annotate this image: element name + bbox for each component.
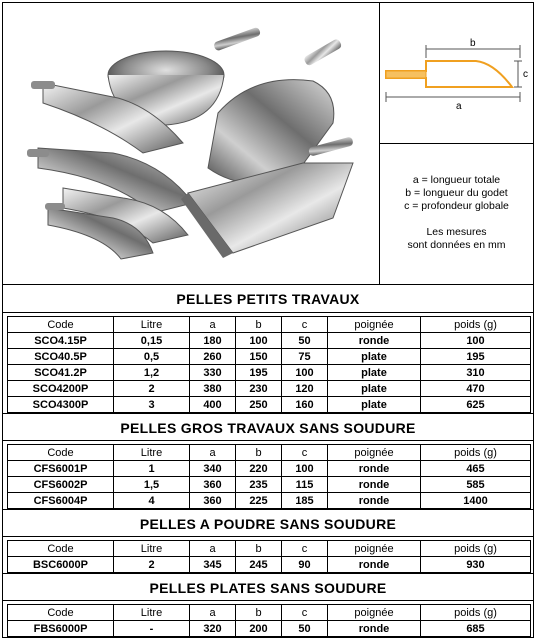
- column-header-poids: poids (g): [421, 605, 531, 621]
- column-header-litre: Litre: [114, 445, 190, 461]
- cell-poids: 585: [421, 477, 531, 493]
- section-petits-travaux: [3, 285, 533, 413]
- spec-table: [7, 540, 531, 573]
- cell-c: 50: [282, 621, 328, 637]
- cell-c: 115: [282, 477, 328, 493]
- cell-a: 400: [190, 397, 236, 413]
- cell-b: 225: [236, 493, 282, 509]
- legend-note-2: sont données en mm: [407, 239, 506, 251]
- cell-litre: 3: [114, 397, 190, 413]
- cell-code: BSC6000P: [8, 557, 114, 573]
- column-header-poids: poids (g): [421, 445, 531, 461]
- column-header-litre: Litre: [114, 541, 190, 557]
- section-gros-travaux: [3, 413, 533, 509]
- table-header-row: [8, 541, 531, 557]
- table-header-row: [8, 445, 531, 461]
- section-title: PELLES GROS TRAVAUX SANS SOUDURE: [3, 413, 533, 441]
- table-header-row: [8, 605, 531, 621]
- section-title: PELLES PLATES SANS SOUDURE: [3, 573, 533, 601]
- column-header-a: a: [190, 317, 236, 333]
- cell-b: 195: [236, 365, 282, 381]
- legend-note-1: Les mesures: [426, 226, 487, 238]
- table-row: [8, 381, 531, 397]
- column-header-a: a: [190, 605, 236, 621]
- column-header-code: Code: [8, 605, 114, 621]
- cell-a: 360: [190, 477, 236, 493]
- cell-litre: 1,2: [114, 365, 190, 381]
- cell-code: FBS6000P: [8, 621, 114, 637]
- column-header-poids: poids (g): [421, 541, 531, 557]
- cell-poids: 930: [421, 557, 531, 573]
- cell-poignee: plate: [328, 365, 421, 381]
- section-poudre: [3, 509, 533, 573]
- cell-poids: 100: [421, 333, 531, 349]
- column-header-c: c: [282, 317, 328, 333]
- table-row: [8, 349, 531, 365]
- column-header-poignee: poignée: [328, 541, 421, 557]
- column-header-poignee: poignée: [328, 445, 421, 461]
- cell-b: 245: [236, 557, 282, 573]
- table-row: [8, 461, 531, 477]
- scoop-dimension-drawing: [380, 3, 533, 144]
- cell-c: 100: [282, 365, 328, 381]
- scoops-image: [3, 3, 380, 285]
- cell-poids: 625: [421, 397, 531, 413]
- cell-c: 90: [282, 557, 328, 573]
- column-header-litre: Litre: [114, 605, 190, 621]
- cell-code: SCO4.15P: [8, 333, 114, 349]
- cell-a: 380: [190, 381, 236, 397]
- column-header-b: b: [236, 445, 282, 461]
- table-row: [8, 477, 531, 493]
- column-header-poignee: poignée: [328, 605, 421, 621]
- cell-litre: 1: [114, 461, 190, 477]
- cell-poignee: plate: [328, 397, 421, 413]
- cell-poignee: ronde: [328, 557, 421, 573]
- cell-poignee: ronde: [328, 493, 421, 509]
- cell-code: CFS6001P: [8, 461, 114, 477]
- column-header-a: a: [190, 541, 236, 557]
- cell-c: 120: [282, 381, 328, 397]
- cell-a: 320: [190, 621, 236, 637]
- cell-c: 75: [282, 349, 328, 365]
- cell-poids: 685: [421, 621, 531, 637]
- cell-poignee: ronde: [328, 621, 421, 637]
- legend-a: a = longueur totale: [412, 174, 501, 186]
- dim-label-c: c: [523, 69, 528, 80]
- column-header-code: Code: [8, 541, 114, 557]
- cell-code: SCO4200P: [8, 381, 114, 397]
- legend-c: c = profondeur globale: [404, 200, 509, 212]
- cell-code: CFS6004P: [8, 493, 114, 509]
- cell-b: 230: [236, 381, 282, 397]
- cell-litre: 0,15: [114, 333, 190, 349]
- dimension-diagram: [380, 3, 533, 144]
- cell-a: 345: [190, 557, 236, 573]
- cell-a: 180: [190, 333, 236, 349]
- cell-code: SCO4300P: [8, 397, 114, 413]
- cell-poids: 470: [421, 381, 531, 397]
- column-header-b: b: [236, 605, 282, 621]
- column-header-a: a: [190, 445, 236, 461]
- cell-b: 150: [236, 349, 282, 365]
- cell-litre: 1,5: [114, 477, 190, 493]
- column-header-c: c: [282, 445, 328, 461]
- cell-a: 360: [190, 493, 236, 509]
- column-header-c: c: [282, 605, 328, 621]
- product-sheet: [2, 2, 534, 638]
- dim-label-b: b: [470, 38, 476, 49]
- cell-a: 330: [190, 365, 236, 381]
- cell-litre: 2: [114, 557, 190, 573]
- cell-poignee: ronde: [328, 477, 421, 493]
- spec-table: [7, 316, 531, 413]
- column-header-code: Code: [8, 445, 114, 461]
- cell-litre: 2: [114, 381, 190, 397]
- table-row: [8, 333, 531, 349]
- column-header-c: c: [282, 541, 328, 557]
- cell-poignee: plate: [328, 349, 421, 365]
- section-title: PELLES A POUDRE SANS SOUDURE: [3, 509, 533, 537]
- table-header-row: [8, 317, 531, 333]
- table-row: [8, 397, 531, 413]
- column-header-litre: Litre: [114, 317, 190, 333]
- cell-code: SCO40.5P: [8, 349, 114, 365]
- cell-code: SCO41.2P: [8, 365, 114, 381]
- column-header-poids: poids (g): [421, 317, 531, 333]
- cell-litre: 0,5: [114, 349, 190, 365]
- column-header-b: b: [236, 541, 282, 557]
- table-row: [8, 621, 531, 637]
- dimension-legend: [380, 144, 533, 285]
- cell-poids: 195: [421, 349, 531, 365]
- cell-litre: 4: [114, 493, 190, 509]
- cell-code: CFS6002P: [8, 477, 114, 493]
- cell-b: 100: [236, 333, 282, 349]
- product-photo: [3, 3, 380, 285]
- column-header-b: b: [236, 317, 282, 333]
- table-row: [8, 557, 531, 573]
- cell-poids: 465: [421, 461, 531, 477]
- cell-c: 185: [282, 493, 328, 509]
- table-row: [8, 493, 531, 509]
- cell-c: 160: [282, 397, 328, 413]
- section-plates: [3, 573, 533, 637]
- cell-a: 340: [190, 461, 236, 477]
- cell-a: 260: [190, 349, 236, 365]
- cell-poids: 310: [421, 365, 531, 381]
- legend-b: b = longueur du godet: [405, 187, 508, 199]
- cell-c: 100: [282, 461, 328, 477]
- cell-b: 200: [236, 621, 282, 637]
- cell-b: 220: [236, 461, 282, 477]
- cell-poignee: ronde: [328, 333, 421, 349]
- cell-poignee: plate: [328, 381, 421, 397]
- cell-b: 235: [236, 477, 282, 493]
- table-row: [8, 365, 531, 381]
- spec-table: [7, 444, 531, 509]
- cell-poignee: ronde: [328, 461, 421, 477]
- spec-table: [7, 604, 531, 637]
- section-title: PELLES PETITS TRAVAUX: [3, 285, 533, 313]
- column-header-poignee: poignée: [328, 317, 421, 333]
- cell-c: 50: [282, 333, 328, 349]
- cell-litre: -: [114, 621, 190, 637]
- dim-label-a: a: [456, 101, 462, 112]
- column-header-code: Code: [8, 317, 114, 333]
- cell-b: 250: [236, 397, 282, 413]
- cell-poids: 1400: [421, 493, 531, 509]
